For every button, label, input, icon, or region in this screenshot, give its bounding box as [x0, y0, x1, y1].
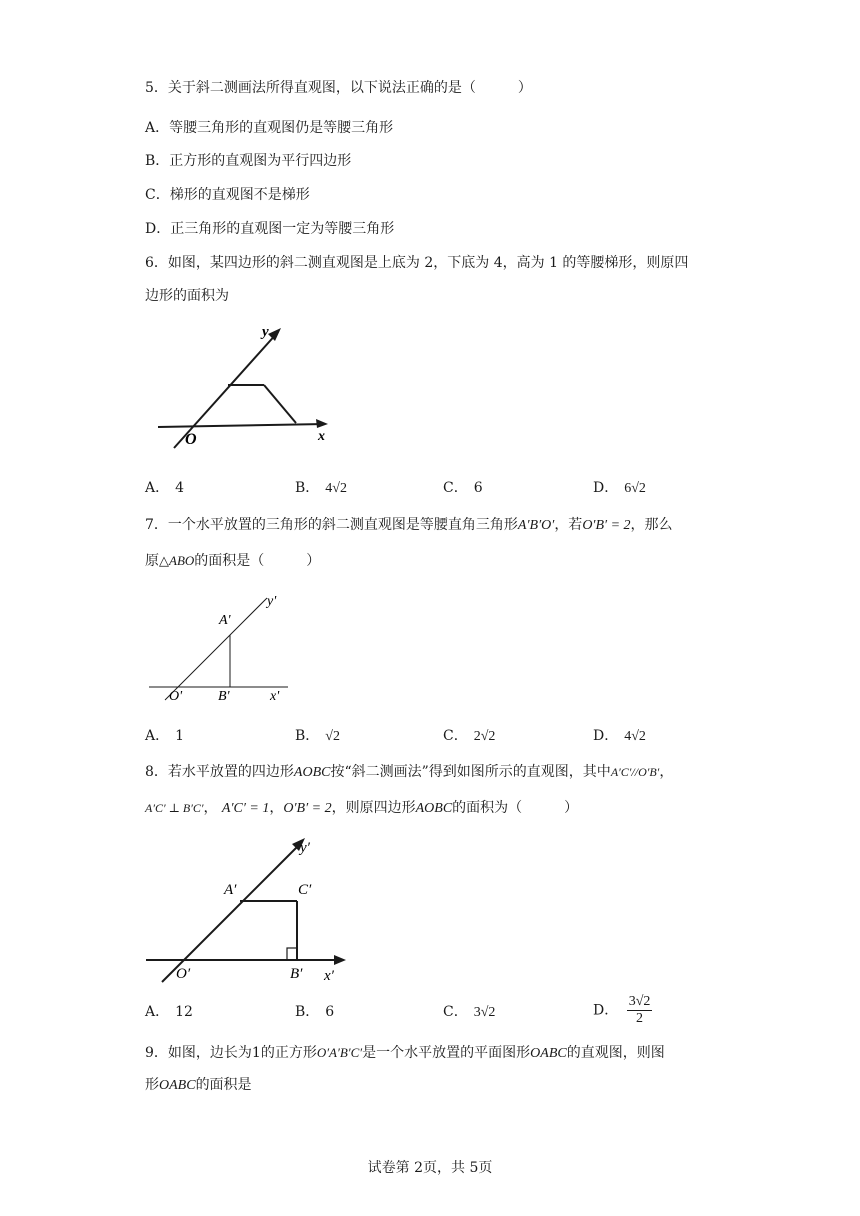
q8-x-arrow [334, 955, 346, 965]
q8-option-d: D． $\frac{3√2}{2}$ [593, 994, 651, 1026]
q6-option-b: B． 4√2 [295, 480, 347, 496]
q8-quadrilateral-figure [142, 832, 352, 992]
q5-option-c: C．梯形的直观图不是梯形 [145, 187, 310, 203]
q6-option-c: C． 6 [443, 480, 483, 496]
q8-origin-label: O′ [176, 966, 191, 982]
q5-option-b: B．正方形的直观图为平行四边形 [145, 153, 352, 169]
q8-option-a: A． 12 [145, 1004, 193, 1020]
q5-stem: 5．关于斜二测画法所得直观图，以下说法正确的是（ ） [145, 80, 532, 96]
q5-option-d: D．正三角形的直观图一定为等腰三角形 [145, 221, 395, 237]
q6-x-axis [158, 424, 325, 427]
q6-stem-line2: 边形的面积为 [145, 288, 229, 304]
q5-option-a: A．等腰三角形的直观图仍是等腰三角形 [145, 120, 394, 136]
q8-x-label: x′ [324, 968, 334, 984]
q7-origin-label: O' [169, 689, 183, 704]
q6-option-d: D． 6√2 [593, 480, 646, 496]
q7-option-d: D． 4√2 [593, 728, 646, 744]
q7-x-label: x' [270, 689, 280, 704]
q8-stem-line1: 8．若水平放置的四边形AOBC按“斜二测画法”得到如图所示的直观图，其中A′C′//O′B′， [145, 764, 674, 780]
q8-option-c: C． 3√2 [443, 1004, 496, 1020]
q8-b-label: B′ [290, 966, 303, 982]
q6-trapezoid-figure [150, 318, 340, 450]
q8-stem-line2: A′C′ ⊥ B′C′， A′C′ = 1，O′B′ = 2，则原四边形AOBC的面积为（ ） [145, 800, 579, 816]
q7-option-a: A． 1 [145, 728, 185, 744]
q6-origin-label: O [185, 431, 197, 448]
q6-x-arrow [316, 419, 328, 428]
q7-option-b: B． √2 [295, 728, 340, 744]
q7-stem-line1: 7．一个水平放置的三角形的斜二测直观图是等腰直角三角形A′B′O′，若O′B′ = 2，那么 [145, 517, 673, 533]
q7-y-axis [165, 598, 267, 700]
q6-stem-line1: 6．如图，某四边形的斜二测直观图是上底为 2，下底为 4，高为 1 的等腰梯形，则原四 [145, 255, 689, 271]
q6-x-label: x [318, 429, 325, 444]
page-footer: 试卷第 2页，共 5页 [367, 1160, 493, 1176]
q6-y-arrow [268, 328, 281, 341]
q9-stem-line2: 形OABC的面积是 [145, 1077, 252, 1093]
q7-stem-line2: 原△ABO的面积是（ ） [145, 553, 321, 569]
q8-y-label: y′ [300, 840, 310, 856]
q8-y-axis [162, 844, 300, 982]
q6-trapezoid-side [264, 385, 296, 423]
q7-y-label: y' [267, 594, 277, 609]
q8-right-angle-marker [287, 948, 297, 960]
q8-option-d-fraction: $\frac{3√2}{2}$ [628, 994, 651, 1026]
q7-a-label: A' [219, 613, 231, 628]
q7-option-c: C． 2√2 [443, 728, 496, 744]
q7-b-label: B' [218, 689, 230, 704]
q6-y-label: y [262, 324, 269, 340]
q8-c-label: C′ [298, 882, 312, 898]
q9-stem-line1: 9．如图，边长为1的正方形O′A′B′C′是一个水平放置的平面图形OABC的直观图，则图 [145, 1045, 665, 1061]
q7-triangle-figure [145, 588, 295, 708]
q6-option-a: A． 4 [145, 480, 185, 496]
q8-a-label: A′ [224, 882, 237, 898]
q8-option-b: B． 6 [295, 1004, 335, 1020]
